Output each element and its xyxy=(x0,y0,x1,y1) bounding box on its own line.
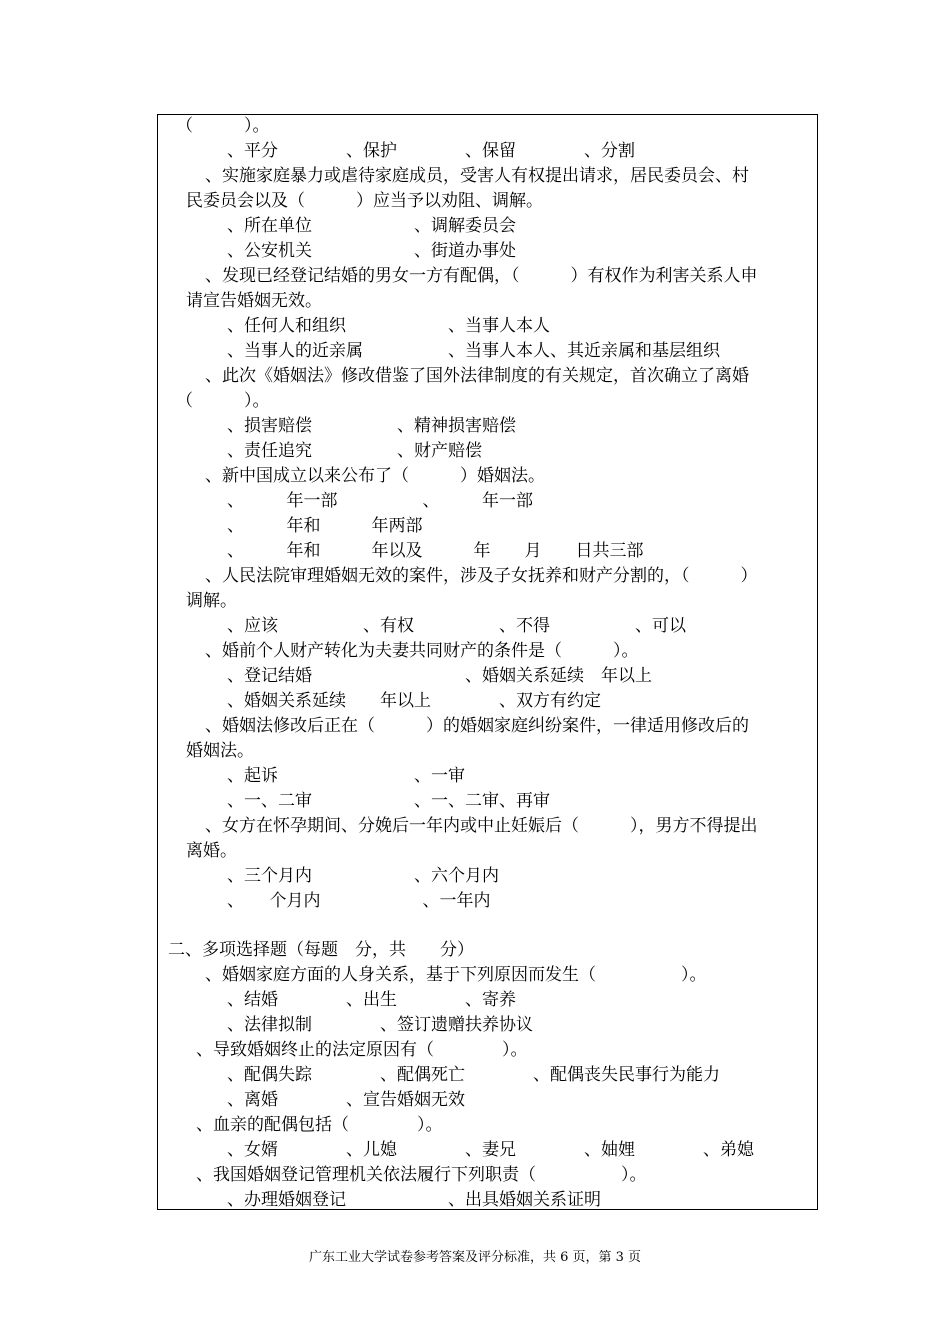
option-line: 、损害赔偿 、精神损害赔偿 xyxy=(176,416,516,436)
option-line: 、当事人的近亲属 、当事人本人、其近亲属和基层组织 xyxy=(176,341,720,361)
text-line: 离婚。 xyxy=(186,841,237,861)
text-line: 、平分 、保护 、保留 、分割 xyxy=(176,141,635,161)
option-line: 、起诉 、一审 xyxy=(176,766,465,786)
question-line: 、导致婚姻终止的法定原因有（ ）。 xyxy=(196,1040,528,1060)
option-line: 、离婚 、宣告婚姻无效 xyxy=(176,1090,465,1110)
question-line: 、血亲的配偶包括（ ）。 xyxy=(196,1115,443,1135)
option-line: 、 年和 年两部 xyxy=(176,516,423,536)
question-line: 、发现已经登记结婚的男女一方有配偶，（ ）有权作为利害关系人申 xyxy=(205,266,758,286)
page-footer: 广东工业大学试卷参考答案及评分标准，共 6 页，第 3 页 xyxy=(308,1250,642,1265)
question-line: 、实施家庭暴力或虐待家庭成员，受害人有权提出请求，居民委员会、村 xyxy=(205,166,749,186)
text-line: （ ）。 xyxy=(176,391,270,411)
section-heading: 二、多项选择题（每题 分，共 分） xyxy=(168,940,474,960)
question-line: 、新中国成立以来公布了（ ）婚姻法。 xyxy=(205,466,545,486)
question-line: 、女方在怀孕期间、分娩后一年内或中止妊娠后（ ），男方不得提出 xyxy=(205,816,758,836)
option-line: 、公安机关 、街道办事处 xyxy=(176,241,516,261)
question-line: 、此次《婚姻法》修改借鉴了国外法律制度的有关规定，首次确立了离婚 xyxy=(205,366,749,386)
option-line: 、应该 、有权 、不得 、可以 xyxy=(176,616,686,636)
option-line: 、女婿 、儿媳 、妻兄 、妯娌 、弟媳 xyxy=(176,1140,754,1160)
text-line: （ ）。 xyxy=(176,116,270,136)
option-line: 、办理婚姻登记 、出具婚姻关系证明 xyxy=(176,1190,601,1210)
option-line: 、婚姻关系延续 年以上 、双方有约定 xyxy=(176,691,601,711)
option-line: 、任何人和组织 、当事人本人 xyxy=(176,316,550,336)
option-line: 、 个月内 、一年内 xyxy=(176,891,491,911)
option-line: 、配偶失踪 、配偶死亡 、配偶丧失民事行为能力 xyxy=(176,1065,720,1085)
option-line: 、 年和 年以及 年 月 日共三部 xyxy=(176,541,644,561)
option-line: 、一、二审 、一、二审、再审 xyxy=(176,791,550,811)
option-line: 、三个月内 、六个月内 xyxy=(176,866,499,886)
option-line: 、所在单位 、调解委员会 xyxy=(176,216,516,236)
option-line: 、登记结婚 、婚姻关系延续 年以上 xyxy=(176,666,652,686)
text-line: 请宣告婚姻无效。 xyxy=(186,291,322,311)
question-line: 、人民法院审理婚姻无效的案件，涉及子女抚养和财产分割的，（ ） xyxy=(205,566,758,586)
option-line: 、法律拟制 、签订遗赠扶养协议 xyxy=(176,1015,533,1035)
text-line: 民委员会以及（ ）应当予以劝阻、调解。 xyxy=(186,191,543,211)
option-line: 、 年一部 、 年一部 xyxy=(176,491,533,511)
text-line: 调解。 xyxy=(186,591,237,611)
question-line: 、婚前个人财产转化为夫妻共同财产的条件是（ ）。 xyxy=(205,641,639,661)
question-line: 、婚姻法修改后正在（ ）的婚姻家庭纠纷案件，一律适用修改后的 xyxy=(205,716,749,736)
question-line: 、我国婚姻登记管理机关依法履行下列职责（ ）。 xyxy=(196,1165,647,1185)
option-line: 、结婚 、出生 、寄养 xyxy=(176,990,516,1010)
text-line: 婚姻法。 xyxy=(186,741,254,761)
question-line: 、婚姻家庭方面的人身关系，基于下列原因而发生（ ）。 xyxy=(205,965,707,985)
option-line: 、责任追究 、财产赔偿 xyxy=(176,441,482,461)
